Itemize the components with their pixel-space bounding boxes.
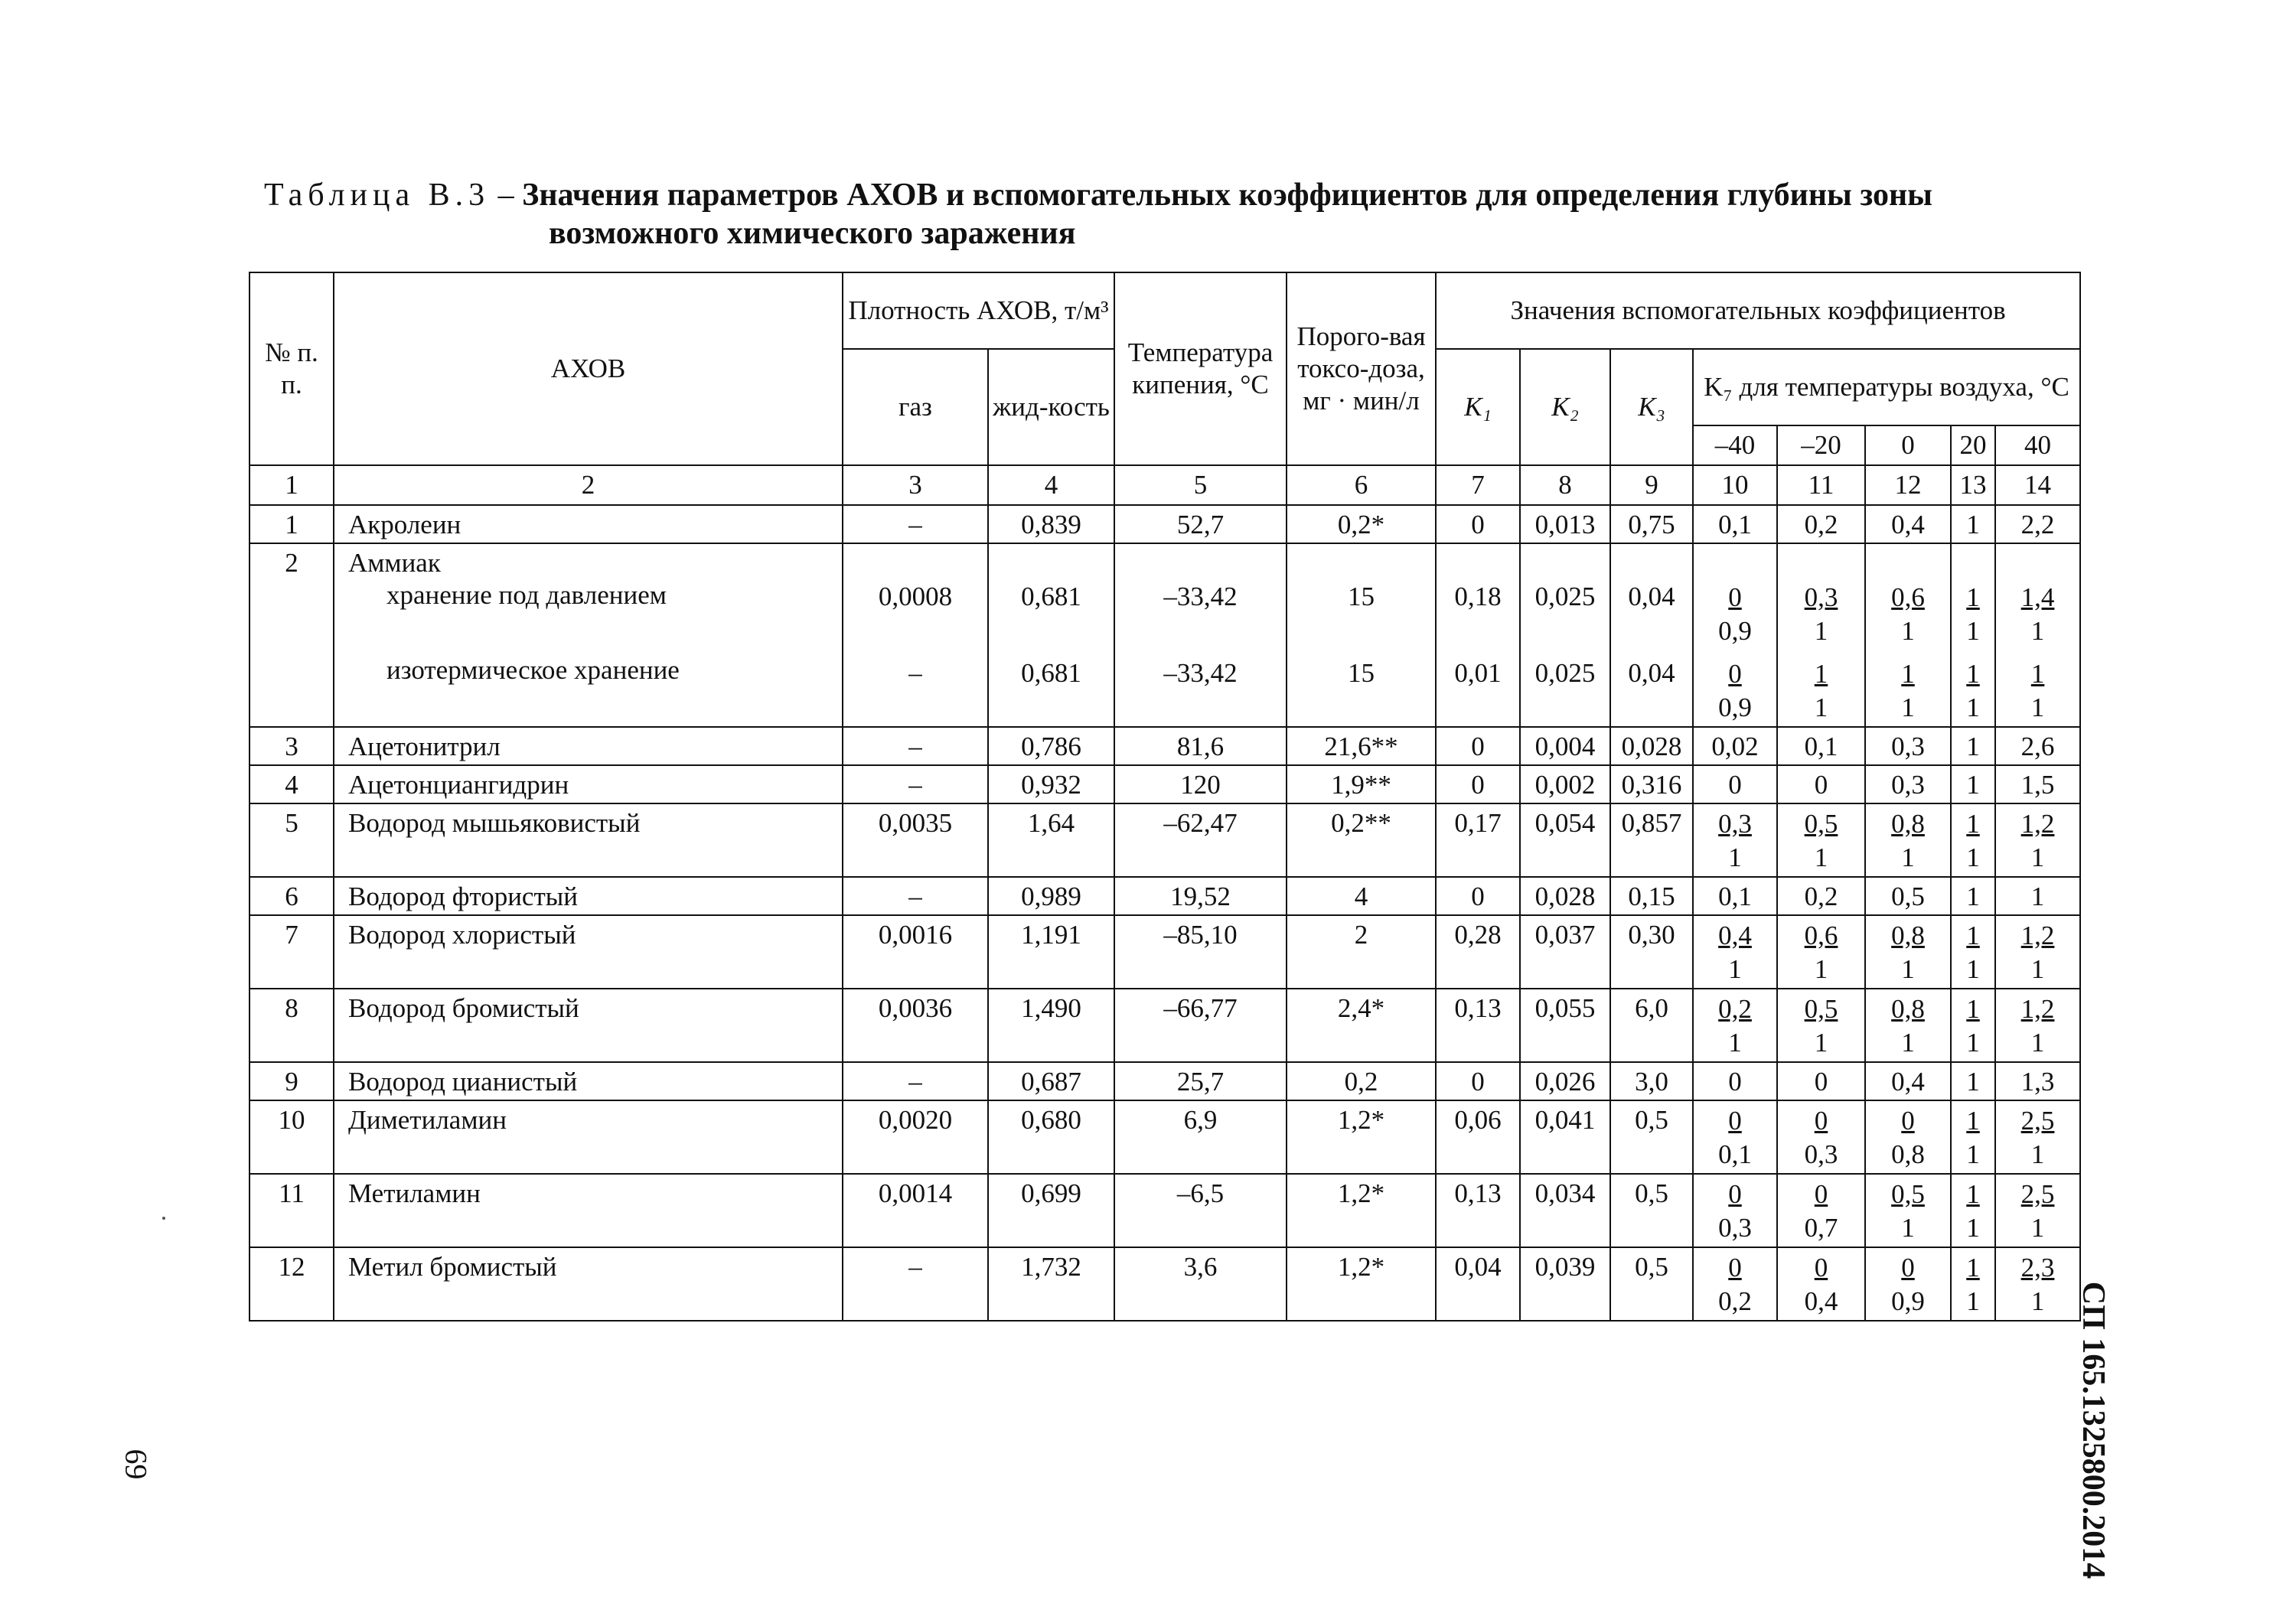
fraction: $\frac{0,4}{1}$ xyxy=(1718,921,1752,984)
cell-name: Водород хлористый xyxy=(334,915,843,989)
fraction: $\frac{0}{0,3}$ xyxy=(1804,1106,1838,1169)
cell-liquid: 0,699 xyxy=(988,1174,1114,1247)
cell-name xyxy=(334,543,843,727)
fraction: $\frac{2,5}{1}$ xyxy=(2020,1106,2055,1169)
cell-liquid xyxy=(988,543,1114,727)
cell-k7: 0 xyxy=(1777,765,1865,803)
fraction: $\frac{1}{1}$ xyxy=(1966,582,1980,646)
fraction: $\frac{0,5}{1}$ xyxy=(1891,1179,1925,1243)
value: 0,04 xyxy=(1628,658,1675,688)
cell-name: Ацетонитрил xyxy=(334,727,843,765)
cell-gas: – xyxy=(843,727,988,765)
fraction: $\frac{0}{0,9}$ xyxy=(1891,1253,1925,1316)
col-number: 5 xyxy=(1114,465,1287,505)
cell-gas: – xyxy=(843,505,988,543)
cell-num: 11 xyxy=(249,1174,334,1247)
header-k7: K₇ для температуры воздуха, °С xyxy=(1693,349,2080,425)
cell-k2: 0,004 xyxy=(1520,727,1610,765)
cell-gas: – xyxy=(843,1062,988,1100)
header-temp: 40 xyxy=(1995,425,2080,465)
cell-k3: 0,30 xyxy=(1610,915,1693,989)
cell-toxo: 1,2* xyxy=(1287,1174,1436,1247)
fraction: $\frac{1,2}{1}$ xyxy=(2020,809,2055,872)
cell-k7: 0,02 xyxy=(1693,727,1777,765)
cell-boil: –85,10 xyxy=(1114,915,1287,989)
fraction: $\frac{0,3}{1}$ xyxy=(1718,809,1752,872)
cell-num: 8 xyxy=(249,989,334,1062)
cell-gas: 0,0020 xyxy=(843,1100,988,1174)
cell-k7 xyxy=(1995,1100,2080,1174)
table-body xyxy=(249,505,2080,1321)
value: 0,18 xyxy=(1454,582,1502,611)
fraction: $\frac{2,5}{1}$ xyxy=(2020,1179,2055,1243)
fraction: $\frac{1}{1}$ xyxy=(1966,809,1980,872)
fraction: $\frac{1,4}{1}$ xyxy=(2020,582,2055,646)
cell-k3: 6,0 xyxy=(1610,989,1693,1062)
cell-k7: 0,4 xyxy=(1865,1062,1951,1100)
cell-k7 xyxy=(1777,1174,1865,1247)
substance-subname: изотермическое хранение xyxy=(386,655,680,685)
fraction: $\frac{1}{1}$ xyxy=(1966,1106,1980,1169)
table-row xyxy=(249,877,2080,915)
cell-gas: 0,0014 xyxy=(843,1174,988,1247)
cell-num: 2 xyxy=(249,543,334,727)
header-temp: 0 xyxy=(1865,425,1951,465)
cell-toxo xyxy=(1287,543,1436,727)
cell-boil: 52,7 xyxy=(1114,505,1287,543)
col-number: 10 xyxy=(1693,465,1777,505)
cell-k7: 1,5 xyxy=(1995,765,2080,803)
cell-k1 xyxy=(1436,543,1520,727)
fraction: $\frac{0,8}{1}$ xyxy=(1891,994,1925,1058)
substance-name: Аммиак xyxy=(348,548,441,578)
cell-k2: 0,037 xyxy=(1520,915,1610,989)
table-row xyxy=(249,1062,2080,1100)
cell-num: 12 xyxy=(249,1247,334,1321)
cell-k2: 0,002 xyxy=(1520,765,1610,803)
table-row xyxy=(249,915,2080,989)
substance-subname: хранение под давлением xyxy=(386,580,667,610)
cell-k7 xyxy=(1951,1174,1995,1247)
cell-k1: 0,06 xyxy=(1436,1100,1520,1174)
cell-k7 xyxy=(1777,989,1865,1062)
fraction: $\frac{1}{1}$ xyxy=(1966,921,1980,984)
cell-k7 xyxy=(1951,1100,1995,1174)
value: 15 xyxy=(1348,582,1375,611)
col-number: 4 xyxy=(988,465,1114,505)
fraction: $\frac{0,5}{1}$ xyxy=(1804,809,1838,872)
cell-liquid: 0,932 xyxy=(988,765,1114,803)
fraction: $\frac{0,6}{1}$ xyxy=(1804,921,1838,984)
cell-k7 xyxy=(1693,803,1777,877)
cell-k1: 0 xyxy=(1436,765,1520,803)
cell-toxo: 4 xyxy=(1287,877,1436,915)
cell-toxo: 2,4* xyxy=(1287,989,1436,1062)
caption-title-line1: Значения параметров АХОВ и вспомогательных коэффициентов для определения глубины зоны xyxy=(522,178,1932,213)
cell-k7: 0 xyxy=(1693,1062,1777,1100)
cell-liquid: 0,839 xyxy=(988,505,1114,543)
cell-num: 6 xyxy=(249,877,334,915)
cell-k3: 0,316 xyxy=(1610,765,1693,803)
cell-gas: – xyxy=(843,877,988,915)
cell-k3: 0,5 xyxy=(1610,1247,1693,1321)
cell-k2: 0,013 xyxy=(1520,505,1610,543)
cell-k7 xyxy=(1865,1100,1951,1174)
fraction: $\frac{2,3}{1}$ xyxy=(2020,1253,2055,1316)
cell-boil: 6,9 xyxy=(1114,1100,1287,1174)
cell-k1: 0,17 xyxy=(1436,803,1520,877)
cell-name: Водород мышьяковистый xyxy=(334,803,843,877)
cell-k3: 0,028 xyxy=(1610,727,1693,765)
cell-k1: 0 xyxy=(1436,1062,1520,1100)
header-toxo: Порого-вая токсо-доза, мг · мин/л xyxy=(1287,272,1436,465)
cell-k3: 0,5 xyxy=(1610,1100,1693,1174)
cell-k1: 0,28 xyxy=(1436,915,1520,989)
cell-k7: 0,3 xyxy=(1865,727,1951,765)
cell-k7 xyxy=(1777,915,1865,989)
header-num: № п. п. xyxy=(249,272,334,465)
fraction: $\frac{1}{1}$ xyxy=(2030,659,2045,722)
cell-k2: 0,055 xyxy=(1520,989,1610,1062)
fraction: $\frac{0}{0,4}$ xyxy=(1804,1253,1838,1316)
cell-k7: 1 xyxy=(1951,505,1995,543)
cell-name: Метиламин xyxy=(334,1174,843,1247)
value: – xyxy=(908,658,922,688)
fraction: $\frac{0,5}{1}$ xyxy=(1804,994,1838,1058)
cell-k7: 0,1 xyxy=(1693,505,1777,543)
value: 0,681 xyxy=(1021,582,1081,611)
cell-gas: 0,0035 xyxy=(843,803,988,877)
fraction: $\frac{1}{1}$ xyxy=(1814,659,1828,722)
caption-title-line2: возможного химического заражения xyxy=(549,216,1076,251)
cell-liquid: 1,191 xyxy=(988,915,1114,989)
cell-k7 xyxy=(1693,989,1777,1062)
cell-k7: 2,6 xyxy=(1995,727,2080,765)
header-liquid: жид-кость xyxy=(988,349,1114,465)
cell-k7 xyxy=(1995,915,2080,989)
cell-k7 xyxy=(1693,543,1777,727)
cell-k7 xyxy=(1865,915,1951,989)
cell-k7 xyxy=(1693,1247,1777,1321)
page-number: 69 xyxy=(119,1449,154,1480)
header-coef: Значения вспомогательных коэффициентов xyxy=(1436,272,2080,349)
cell-toxo: 2 xyxy=(1287,915,1436,989)
value: 0,025 xyxy=(1534,658,1596,688)
header-name: АХОВ xyxy=(334,272,843,465)
parameters-table xyxy=(249,272,2081,1322)
header-k2: K₂ xyxy=(1520,349,1610,465)
cell-k7: 1 xyxy=(1951,765,1995,803)
cell-k7: 1,3 xyxy=(1995,1062,2080,1100)
cell-name: Водород цианистый xyxy=(334,1062,843,1100)
cell-k7 xyxy=(1865,989,1951,1062)
caption-label: Таблица В.3 xyxy=(264,178,491,213)
cell-k7 xyxy=(1865,803,1951,877)
cell-num: 1 xyxy=(249,505,334,543)
cell-gas xyxy=(843,543,988,727)
cell-k7: 0,1 xyxy=(1693,877,1777,915)
cell-k7 xyxy=(1777,803,1865,877)
cell-k1: 0,04 xyxy=(1436,1247,1520,1321)
cell-liquid: 0,786 xyxy=(988,727,1114,765)
header-temp: 20 xyxy=(1951,425,1995,465)
cell-k2: 0,026 xyxy=(1520,1062,1610,1100)
cell-k7 xyxy=(1995,543,2080,727)
cell-num: 9 xyxy=(249,1062,334,1100)
cell-k1: 0 xyxy=(1436,505,1520,543)
cell-gas: – xyxy=(843,765,988,803)
cell-k7: 1 xyxy=(1951,877,1995,915)
fraction: $\frac{0}{0,8}$ xyxy=(1891,1106,1925,1169)
table-row xyxy=(249,505,2080,543)
column-numbers-row xyxy=(249,465,2080,505)
cell-k3: 0,5 xyxy=(1610,1174,1693,1247)
cell-name: Водород фтористый xyxy=(334,877,843,915)
cell-k7 xyxy=(1995,989,2080,1062)
header-gas: газ xyxy=(843,349,988,465)
table-row xyxy=(249,989,2080,1062)
caption-dash: – xyxy=(490,178,523,213)
table-row xyxy=(249,1100,2080,1174)
cell-liquid: 0,687 xyxy=(988,1062,1114,1100)
cell-k7: 0,4 xyxy=(1865,505,1951,543)
col-number: 9 xyxy=(1610,465,1693,505)
cell-k2 xyxy=(1520,543,1610,727)
value: 0,0008 xyxy=(878,582,953,611)
cell-k2: 0,034 xyxy=(1520,1174,1610,1247)
col-number: 11 xyxy=(1777,465,1865,505)
cell-boil: 120 xyxy=(1114,765,1287,803)
cell-k7: 0,3 xyxy=(1865,765,1951,803)
scan-speck xyxy=(162,1217,165,1220)
fraction: $\frac{0,2}{1}$ xyxy=(1718,994,1752,1058)
cell-boil: 3,6 xyxy=(1114,1247,1287,1321)
cell-k7: 0,2 xyxy=(1777,877,1865,915)
cell-k7: 0 xyxy=(1777,1062,1865,1100)
fraction: $\frac{0,8}{1}$ xyxy=(1891,809,1925,872)
fraction: $\frac{0}{0,9}$ xyxy=(1718,659,1752,722)
col-number: 2 xyxy=(334,465,843,505)
header-temp: –40 xyxy=(1693,425,1777,465)
fraction: $\frac{0,6}{1}$ xyxy=(1891,582,1925,646)
col-number: 8 xyxy=(1520,465,1610,505)
cell-k2: 0,041 xyxy=(1520,1100,1610,1174)
cell-boil: –62,47 xyxy=(1114,803,1287,877)
table-row xyxy=(249,1174,2080,1247)
cell-k7: 0,1 xyxy=(1777,727,1865,765)
cell-k7: 0,2 xyxy=(1777,505,1865,543)
col-number: 12 xyxy=(1865,465,1951,505)
cell-k7 xyxy=(1777,1247,1865,1321)
cell-k7: 2,2 xyxy=(1995,505,2080,543)
cell-toxo: 0,2* xyxy=(1287,505,1436,543)
cell-num: 3 xyxy=(249,727,334,765)
cell-boil: 19,52 xyxy=(1114,877,1287,915)
cell-k7 xyxy=(1995,1174,2080,1247)
cell-toxo: 0,2 xyxy=(1287,1062,1436,1100)
fraction: $\frac{1}{1}$ xyxy=(1966,1179,1980,1243)
cell-k7: 1 xyxy=(1951,1062,1995,1100)
cell-k7: 0 xyxy=(1693,765,1777,803)
value: –33,42 xyxy=(1163,582,1238,611)
fraction: $\frac{0}{0,7}$ xyxy=(1804,1179,1838,1243)
cell-name: Диметиламин xyxy=(334,1100,843,1174)
value: 0,025 xyxy=(1534,582,1596,611)
header-boil: Температура кипения, °С xyxy=(1114,272,1287,465)
cell-k7 xyxy=(1693,1100,1777,1174)
cell-num: 4 xyxy=(249,765,334,803)
fraction: $\frac{1,2}{1}$ xyxy=(2020,994,2055,1058)
cell-liquid: 0,989 xyxy=(988,877,1114,915)
fraction: $\frac{1,2}{1}$ xyxy=(2020,921,2055,984)
fraction: $\frac{1}{1}$ xyxy=(1966,1253,1980,1316)
cell-k7 xyxy=(1693,915,1777,989)
cell-k7 xyxy=(1951,543,1995,727)
cell-gas: 0,0036 xyxy=(843,989,988,1062)
cell-toxo: 1,2* xyxy=(1287,1247,1436,1321)
cell-name: Метил бромистый xyxy=(334,1247,843,1321)
cell-k1: 0,13 xyxy=(1436,989,1520,1062)
cell-boil xyxy=(1114,543,1287,727)
cell-toxo: 1,9** xyxy=(1287,765,1436,803)
cell-boil: 25,7 xyxy=(1114,1062,1287,1100)
header-density: Плотность АХОВ, т/м³ xyxy=(843,272,1114,349)
cell-toxo: 1,2* xyxy=(1287,1100,1436,1174)
col-number: 7 xyxy=(1436,465,1520,505)
table-row xyxy=(249,1247,2080,1321)
cell-k7: 0,5 xyxy=(1865,877,1951,915)
cell-liquid: 0,680 xyxy=(988,1100,1114,1174)
table-row xyxy=(249,727,2080,765)
col-number: 1 xyxy=(249,465,334,505)
cell-k7 xyxy=(1951,915,1995,989)
cell-k2: 0,054 xyxy=(1520,803,1610,877)
fraction: $\frac{0,3}{1}$ xyxy=(1804,582,1838,646)
value: 0,681 xyxy=(1021,658,1081,688)
cell-toxo: 21,6** xyxy=(1287,727,1436,765)
fraction: $\frac{0}{0,9}$ xyxy=(1718,582,1752,646)
table-row xyxy=(249,765,2080,803)
cell-k7 xyxy=(1951,803,1995,877)
cell-k2: 0,039 xyxy=(1520,1247,1610,1321)
table-row xyxy=(249,803,2080,877)
fraction: $\frac{1}{1}$ xyxy=(1966,659,1980,722)
cell-k7 xyxy=(1865,1174,1951,1247)
cell-k3: 3,0 xyxy=(1610,1062,1693,1100)
cell-num: 7 xyxy=(249,915,334,989)
table-header xyxy=(249,272,2080,505)
cell-k7 xyxy=(1951,1247,1995,1321)
cell-k7 xyxy=(1777,1100,1865,1174)
cell-liquid: 1,490 xyxy=(988,989,1114,1062)
cell-toxo: 0,2** xyxy=(1287,803,1436,877)
header-k3: K₃ xyxy=(1610,349,1693,465)
col-number: 14 xyxy=(1995,465,2080,505)
header-k1: K₁ xyxy=(1436,349,1520,465)
cell-k7 xyxy=(1693,1174,1777,1247)
cell-k7 xyxy=(1995,1247,2080,1321)
fraction: $\frac{0,8}{1}$ xyxy=(1891,921,1925,984)
cell-k1: 0,13 xyxy=(1436,1174,1520,1247)
fraction: $\frac{1}{1}$ xyxy=(1901,659,1915,722)
cell-name: Акролеин xyxy=(334,505,843,543)
cell-num: 5 xyxy=(249,803,334,877)
value: 15 xyxy=(1348,658,1375,688)
value: 0,01 xyxy=(1454,658,1502,688)
cell-gas: – xyxy=(843,1247,988,1321)
cell-liquid: 1,64 xyxy=(988,803,1114,877)
cell-k7 xyxy=(1865,543,1951,727)
value: –33,42 xyxy=(1163,658,1238,688)
cell-k1: 0 xyxy=(1436,877,1520,915)
cell-boil: –66,77 xyxy=(1114,989,1287,1062)
cell-num: 10 xyxy=(249,1100,334,1174)
cell-k3: 0,857 xyxy=(1610,803,1693,877)
table-row xyxy=(249,543,2080,727)
table-caption xyxy=(264,176,2086,253)
cell-boil: 81,6 xyxy=(1114,727,1287,765)
cell-gas: 0,0016 xyxy=(843,915,988,989)
document-id: СП 165.1325800.2014 xyxy=(2076,1281,2111,1579)
fraction: $\frac{0}{0,2}$ xyxy=(1718,1253,1752,1316)
value: 0,04 xyxy=(1628,582,1675,611)
cell-k7 xyxy=(1777,543,1865,727)
col-number: 6 xyxy=(1287,465,1436,505)
cell-k7 xyxy=(1995,803,2080,877)
col-number: 3 xyxy=(843,465,988,505)
cell-k3: 0,15 xyxy=(1610,877,1693,915)
header-temp: –20 xyxy=(1777,425,1865,465)
col-number: 13 xyxy=(1951,465,1995,505)
cell-k3: 0,75 xyxy=(1610,505,1693,543)
cell-liquid: 1,732 xyxy=(988,1247,1114,1321)
fraction: $\frac{1}{1}$ xyxy=(1966,994,1980,1058)
cell-k3 xyxy=(1610,543,1693,727)
fraction: $\frac{0}{0,3}$ xyxy=(1718,1179,1752,1243)
cell-k7: 1 xyxy=(1951,727,1995,765)
cell-name: Водород бромистый xyxy=(334,989,843,1062)
cell-k7 xyxy=(1865,1247,1951,1321)
fraction: $\frac{0}{0,1}$ xyxy=(1718,1106,1752,1169)
cell-name: Ацетонциангидрин xyxy=(334,765,843,803)
cell-k7 xyxy=(1951,989,1995,1062)
cell-k1: 0 xyxy=(1436,727,1520,765)
cell-k2: 0,028 xyxy=(1520,877,1610,915)
cell-k7: 1 xyxy=(1995,877,2080,915)
cell-boil: –6,5 xyxy=(1114,1174,1287,1247)
